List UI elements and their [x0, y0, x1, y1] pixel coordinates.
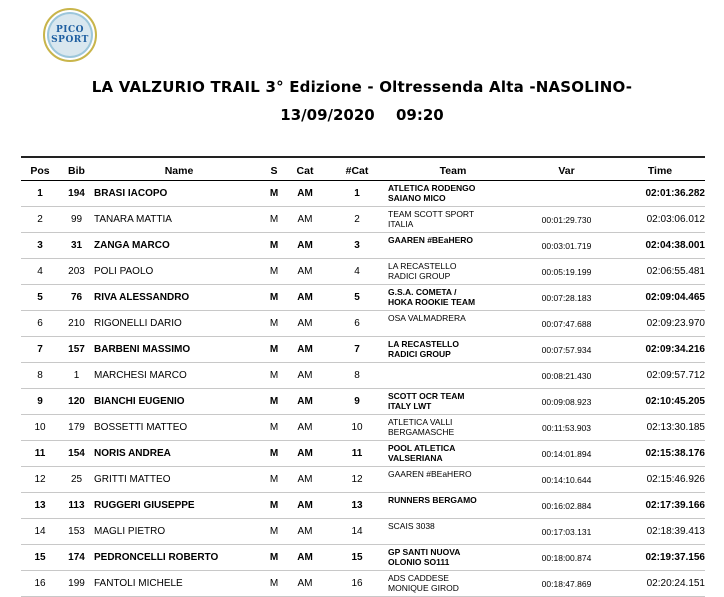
name-cell: BIANCHI EUGENIO [94, 389, 264, 415]
col-header-cat: Cat [284, 162, 326, 181]
bib-cell: 1 [59, 363, 94, 389]
col-header-pos: Pos [21, 162, 59, 181]
team-line-1: SCOTT OCR TEAM [388, 391, 465, 401]
table-row [21, 285, 705, 311]
var-cell: 00:18:00.874 [518, 545, 615, 571]
var-cell: 00:14:10.644 [518, 467, 615, 493]
name-cell: RUGGERI GIUSEPPE [94, 493, 264, 519]
var-cell: 00:07:57.934 [518, 337, 615, 363]
team-line-1: GP SANTI NUOVA [388, 547, 461, 557]
catpos-cell: 14 [326, 519, 388, 545]
time-cell: 02:09:04.465 [615, 285, 705, 311]
time-cell: 02:06:55.481 [615, 259, 705, 285]
team-cell [388, 389, 518, 415]
catpos-cell: 7 [326, 337, 388, 363]
team-line-1: SCAIS 3038 [388, 521, 435, 531]
sex-cell: M [264, 363, 284, 389]
var-cell: 00:08:21.430 [518, 363, 615, 389]
var-cell: 00:11:53.903 [518, 415, 615, 441]
bib-cell: 194 [59, 181, 94, 207]
col-header-sex: S [264, 162, 284, 181]
var-cell: 00:17:03.131 [518, 519, 615, 545]
team-cell [388, 493, 518, 519]
catpos-cell: 9 [326, 389, 388, 415]
time-cell: 02:15:38.176 [615, 441, 705, 467]
time-cell: 02:10:45.205 [615, 389, 705, 415]
team-cell [388, 285, 518, 311]
team-cell [388, 363, 518, 389]
table-row [21, 493, 705, 519]
catpos-cell: 15 [326, 545, 388, 571]
table-row [21, 337, 705, 363]
team-cell [388, 571, 518, 597]
team-line-1: ATLETICA VALLI [388, 417, 453, 427]
catpos-cell: 3 [326, 233, 388, 259]
table-row [21, 441, 705, 467]
pos-cell: 11 [21, 441, 59, 467]
team-cell [388, 415, 518, 441]
table-row [21, 233, 705, 259]
cat-cell: AM [284, 285, 326, 311]
time-cell: 02:09:34.216 [615, 337, 705, 363]
pico-sport-logo [43, 8, 97, 62]
sex-cell: M [264, 337, 284, 363]
pos-cell: 16 [21, 571, 59, 597]
cat-cell: AM [284, 363, 326, 389]
time-cell: 02:13:30.185 [615, 415, 705, 441]
team-line-2: HOKA ROOKIE TEAM [388, 297, 476, 307]
pos-cell: 15 [21, 545, 59, 571]
var-cell [518, 181, 615, 207]
results-body [21, 181, 705, 597]
team-line-2: ITALIA [388, 219, 414, 229]
time-cell: 02:15:46.926 [615, 467, 705, 493]
var-cell: 00:16:02.884 [518, 493, 615, 519]
time-cell: 02:09:23.970 [615, 311, 705, 337]
pos-cell: 6 [21, 311, 59, 337]
table-row [21, 311, 705, 337]
sex-cell: M [264, 311, 284, 337]
team-line-2: SAIANO MICO [388, 193, 446, 203]
name-cell: POLI PAOLO [94, 259, 264, 285]
catpos-cell: 13 [326, 493, 388, 519]
col-header-bib: Bib [59, 162, 94, 181]
cat-cell: AM [284, 233, 326, 259]
cat-cell: AM [284, 571, 326, 597]
table-row [21, 415, 705, 441]
bib-cell: 179 [59, 415, 94, 441]
table-row [21, 519, 705, 545]
var-cell: 00:14:01.894 [518, 441, 615, 467]
team-cell [388, 337, 518, 363]
team-line-2: BERGAMASCHE [388, 427, 455, 437]
time-cell: 02:09:57.712 [615, 363, 705, 389]
sex-cell: M [264, 259, 284, 285]
var-cell: 00:01:29.730 [518, 207, 615, 233]
bib-cell: 199 [59, 571, 94, 597]
page-title: LA VALZURIO TRAIL 3° Edizione - Oltressenda Alta -NASOLINO- [91, 78, 633, 96]
cat-cell: AM [284, 493, 326, 519]
pos-cell: 13 [21, 493, 59, 519]
pos-cell: 1 [21, 181, 59, 207]
var-cell: 00:07:28.183 [518, 285, 615, 311]
bib-cell: 157 [59, 337, 94, 363]
pos-cell: 7 [21, 337, 59, 363]
race-time: 09:20 [395, 106, 444, 124]
pos-cell: 5 [21, 285, 59, 311]
team-line-1: G.S.A. COMETA / [388, 287, 457, 297]
table-row [21, 181, 705, 207]
name-cell: BOSSETTI MATTEO [94, 415, 264, 441]
team-cell [388, 259, 518, 285]
time-cell: 02:03:06.012 [615, 207, 705, 233]
table-header-row [21, 162, 705, 181]
pos-cell: 9 [21, 389, 59, 415]
name-cell: GRITTI MATTEO [94, 467, 264, 493]
catpos-cell: 12 [326, 467, 388, 493]
sex-cell: M [264, 285, 284, 311]
name-cell: PEDRONCELLI ROBERTO [94, 545, 264, 571]
table-row [21, 389, 705, 415]
bib-cell: 174 [59, 545, 94, 571]
team-line-2: VALSERIANA [388, 453, 443, 463]
var-cell: 00:05:19.199 [518, 259, 615, 285]
pos-cell: 10 [21, 415, 59, 441]
pos-cell: 4 [21, 259, 59, 285]
name-cell: NORIS ANDREA [94, 441, 264, 467]
table-row [21, 545, 705, 571]
header-divider [21, 156, 705, 158]
bib-cell: 154 [59, 441, 94, 467]
name-cell: BRASI IACOPO [94, 181, 264, 207]
results-table [21, 162, 705, 597]
bib-cell: 113 [59, 493, 94, 519]
team-line-1: ADS CADDESE [388, 573, 449, 583]
sex-cell: M [264, 441, 284, 467]
bib-cell: 120 [59, 389, 94, 415]
name-cell: RIVA ALESSANDRO [94, 285, 264, 311]
name-cell: TANARA MATTIA [94, 207, 264, 233]
bib-cell: 99 [59, 207, 94, 233]
bib-cell: 76 [59, 285, 94, 311]
team-line-1: ATLETICA RODENGO [388, 183, 476, 193]
catpos-cell: 4 [326, 259, 388, 285]
bib-cell: 31 [59, 233, 94, 259]
sex-cell: M [264, 571, 284, 597]
table-row [21, 207, 705, 233]
var-cell: 00:07:47.688 [518, 311, 615, 337]
team-line-1: LA RECASTELLO [388, 261, 457, 271]
time-cell: 02:01:36.282 [615, 181, 705, 207]
team-cell [388, 311, 518, 337]
time-cell: 02:17:39.166 [615, 493, 705, 519]
name-cell: ZANGA MARCO [94, 233, 264, 259]
team-cell [388, 181, 518, 207]
sex-cell: M [264, 181, 284, 207]
sex-cell: M [264, 415, 284, 441]
sex-cell: M [264, 493, 284, 519]
cat-cell: AM [284, 259, 326, 285]
time-cell: 02:18:39.413 [615, 519, 705, 545]
bib-cell: 210 [59, 311, 94, 337]
sex-cell: M [264, 545, 284, 571]
col-header-time: Time [615, 162, 705, 181]
team-cell [388, 233, 518, 259]
cat-cell: AM [284, 545, 326, 571]
cat-cell: AM [284, 467, 326, 493]
catpos-cell: 8 [326, 363, 388, 389]
table-row [21, 467, 705, 493]
team-cell [388, 545, 518, 571]
team-line-1: TEAM SCOTT SPORT [388, 209, 475, 219]
table-row [21, 363, 705, 389]
team-cell [388, 467, 518, 493]
cat-cell: AM [284, 207, 326, 233]
sex-cell: M [264, 233, 284, 259]
time-cell: 02:20:24.151 [615, 571, 705, 597]
sex-cell: M [264, 467, 284, 493]
name-cell: FANTOLI MICHELE [94, 571, 264, 597]
cat-cell: AM [284, 441, 326, 467]
team-line-2: OLONIO SO111 [388, 557, 450, 567]
catpos-cell: 2 [326, 207, 388, 233]
team-line-2: RADICI GROUP [388, 271, 451, 281]
var-cell: 00:09:08.923 [518, 389, 615, 415]
var-cell: 00:03:01.719 [518, 233, 615, 259]
catpos-cell: 11 [326, 441, 388, 467]
col-header-name: Name [94, 162, 264, 181]
time-cell: 02:19:37.156 [615, 545, 705, 571]
catpos-cell: 1 [326, 181, 388, 207]
team-line-1: GAAREN #BEaHERO [388, 235, 474, 245]
table-row [21, 259, 705, 285]
bib-cell: 203 [59, 259, 94, 285]
team-line-1: POOL ATLETICA [388, 443, 456, 453]
catpos-cell: 10 [326, 415, 388, 441]
cat-cell: AM [284, 337, 326, 363]
pos-cell: 3 [21, 233, 59, 259]
var-cell: 00:18:47.869 [518, 571, 615, 597]
team-cell [388, 207, 518, 233]
name-cell: MAGLI PIETRO [94, 519, 264, 545]
name-cell: MARCHESI MARCO [94, 363, 264, 389]
catpos-cell: 6 [326, 311, 388, 337]
bib-cell: 153 [59, 519, 94, 545]
catpos-cell: 16 [326, 571, 388, 597]
name-cell: RIGONELLI DARIO [94, 311, 264, 337]
logo-text-line1: PICO [56, 25, 84, 35]
team-cell [388, 441, 518, 467]
logo-text-line2: SPORT [51, 35, 89, 45]
sex-cell: M [264, 207, 284, 233]
team-line-2: RADICI GROUP [388, 349, 451, 359]
col-header-var: Var [518, 162, 615, 181]
time-cell: 02:04:38.001 [615, 233, 705, 259]
sex-cell: M [264, 389, 284, 415]
pos-cell: 8 [21, 363, 59, 389]
sex-cell: M [264, 519, 284, 545]
team-line-2: ITALY LWT [388, 401, 432, 411]
pos-cell: 14 [21, 519, 59, 545]
catpos-cell: 5 [326, 285, 388, 311]
team-line-1: OSA VALMADRERA [388, 313, 466, 323]
cat-cell: AM [284, 519, 326, 545]
bib-cell: 25 [59, 467, 94, 493]
race-date-time [0, 106, 724, 124]
team-line-1: LA RECASTELLO [388, 339, 459, 349]
table-row [21, 571, 705, 597]
col-header-team: Team [388, 162, 518, 181]
cat-cell: AM [284, 181, 326, 207]
team-cell [388, 519, 518, 545]
cat-cell: AM [284, 389, 326, 415]
pos-cell: 2 [21, 207, 59, 233]
team-line-2: MONIQUE GIROD [388, 583, 459, 593]
pos-cell: 12 [21, 467, 59, 493]
race-date: 13/09/2020 [280, 106, 375, 124]
name-cell: BARBENI MASSIMO [94, 337, 264, 363]
cat-cell: AM [284, 311, 326, 337]
cat-cell: AM [284, 415, 326, 441]
col-header-catpos: #Cat [326, 162, 388, 181]
team-line-1: RUNNERS BERGAMO [388, 495, 477, 505]
team-line-1: GAAREN #BEaHERO [388, 469, 472, 479]
